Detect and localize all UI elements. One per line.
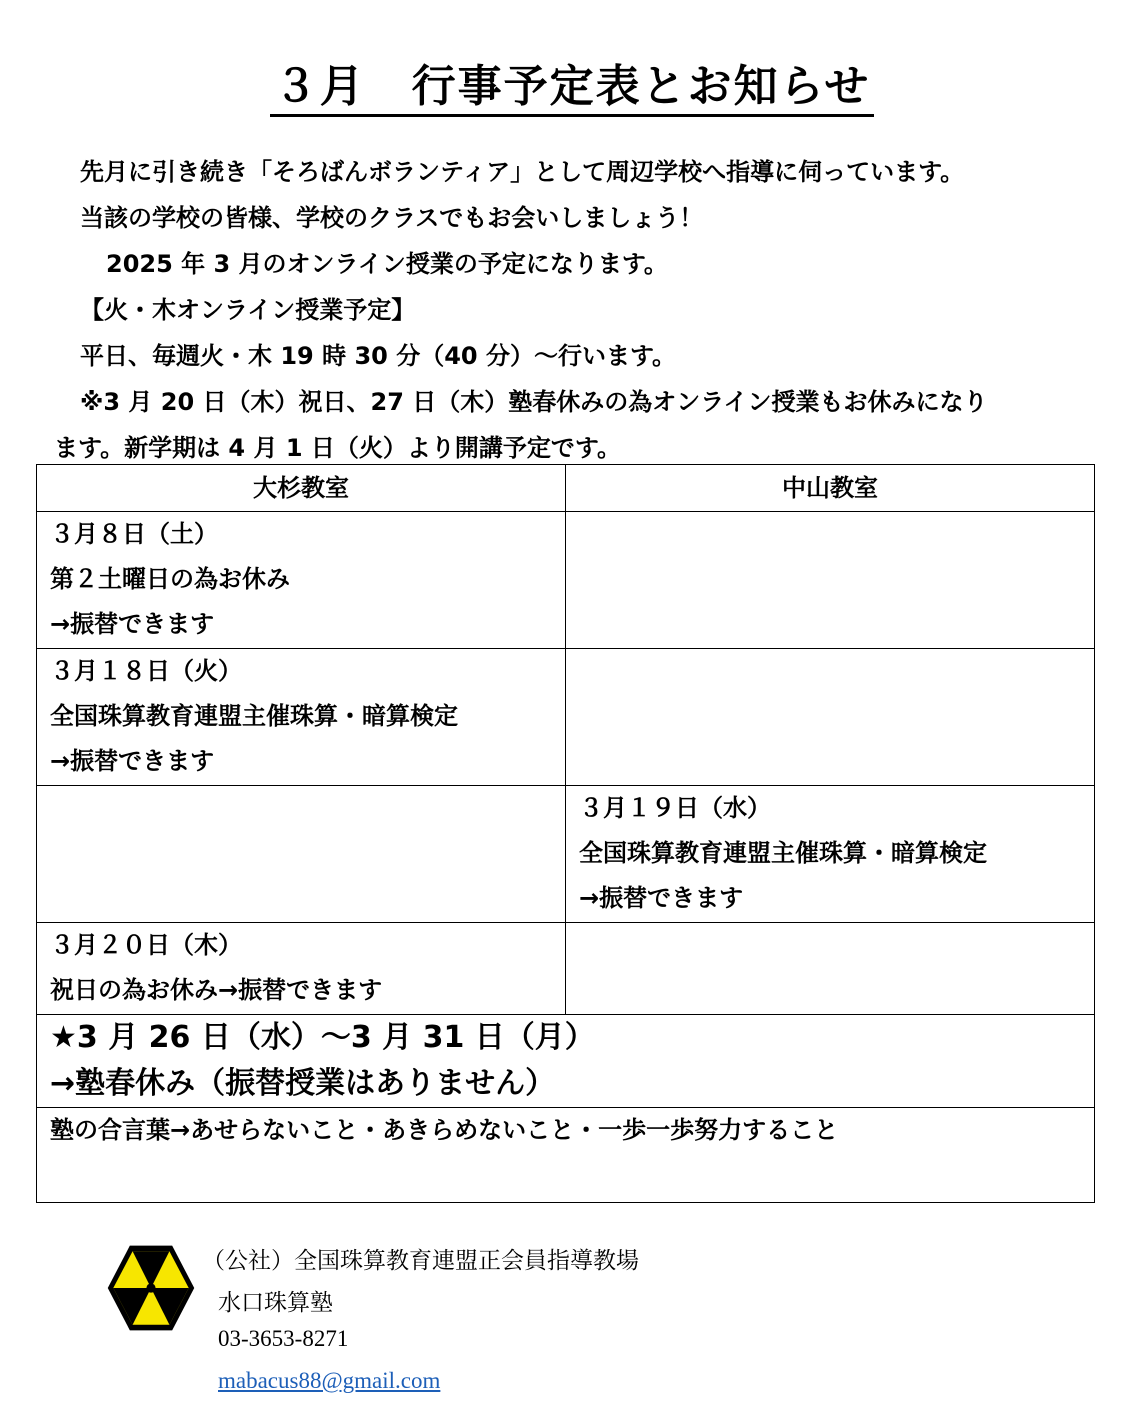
motto-row	[37, 1108, 1095, 1203]
table-row	[37, 786, 1095, 923]
cell-text: →振替できます	[579, 884, 744, 912]
cell-text: 全国珠算教育連盟主催珠算・暗算検定	[50, 702, 458, 730]
table-row	[37, 512, 1095, 649]
footer-school: 水口珠算塾	[218, 1290, 333, 1315]
header-nakayama: 中山教室	[566, 465, 1095, 512]
cell-text: ３月８日（土）	[50, 520, 218, 548]
cell-text: 全国珠算教育連盟主催珠算・暗算検定	[579, 839, 987, 867]
intro-line: ※3 月 20 日（木）祝日、27 日（木）塾春休みの為オンライン授業もお休みになり	[80, 388, 988, 416]
table-header-row	[37, 465, 1095, 512]
intro-line: 先月に引き続き「そろばんボランティア」として周辺学校へ指導に伺っています。	[80, 158, 965, 186]
cell-ohsugi	[37, 786, 566, 923]
spring-break-row	[37, 1015, 1095, 1108]
abacus-hexagon-logo-icon	[105, 1242, 197, 1334]
page-title-text: ３月 行事予定表とお知らせ	[270, 61, 875, 117]
cell-ohsugi	[37, 649, 566, 786]
intro-line: 2025 年 3 月のオンライン授業の予定になります。	[106, 250, 668, 278]
spring-break-note: →塾春休み（振替授業はありません）	[50, 1066, 556, 1101]
intro-line: 【火・木オンライン授業予定】	[80, 296, 416, 324]
motto-cell	[37, 1108, 1095, 1203]
header-ohsugi: 大杉教室	[37, 465, 566, 512]
footer-email-link[interactable]: mabacus88@gmail.com	[218, 1368, 441, 1393]
cell-ohsugi	[37, 512, 566, 649]
cell-nakayama	[566, 649, 1095, 786]
cell-nakayama	[566, 786, 1095, 923]
cell-text: 祝日の為お休み→振替できます	[50, 976, 383, 1004]
cell-text: ３月２０日（木）	[50, 931, 242, 959]
intro-line: ます。新学期は 4 月 1 日（火）より開講予定です。	[54, 434, 621, 462]
table-row	[37, 649, 1095, 786]
cell-text: ３月１９日（水）	[579, 794, 771, 822]
cell-text: 第２土曜日の為お休み	[50, 565, 290, 593]
footer-phone: 03-3653-8271	[218, 1326, 349, 1351]
cell-text: →振替できます	[50, 610, 215, 638]
motto-text: 塾の合言葉→あせらないこと・あきらめないこと・一歩一歩努力すること	[50, 1116, 839, 1144]
spring-break-dates: ★3 月 26 日（水）～3 月 31 日（月）	[50, 1020, 595, 1055]
cell-ohsugi	[37, 923, 566, 1015]
cell-nakayama	[566, 923, 1095, 1015]
table-row	[37, 923, 1095, 1015]
intro-line: 当該の学校の皆様、学校のクラスでもお会いしましょう！	[80, 204, 704, 232]
page-title	[0, 50, 1144, 114]
footer-org: （公社）全国珠算教育連盟正会員指導教場	[202, 1248, 639, 1273]
intro-line: 平日、毎週火・木 19 時 30 分（40 分）～行います。	[80, 342, 677, 370]
schedule-table	[36, 464, 1095, 1203]
cell-nakayama	[566, 512, 1095, 649]
cell-text: ３月１８日（火）	[50, 657, 242, 685]
spring-break-cell	[37, 1015, 1095, 1108]
cell-text: →振替できます	[50, 747, 215, 775]
